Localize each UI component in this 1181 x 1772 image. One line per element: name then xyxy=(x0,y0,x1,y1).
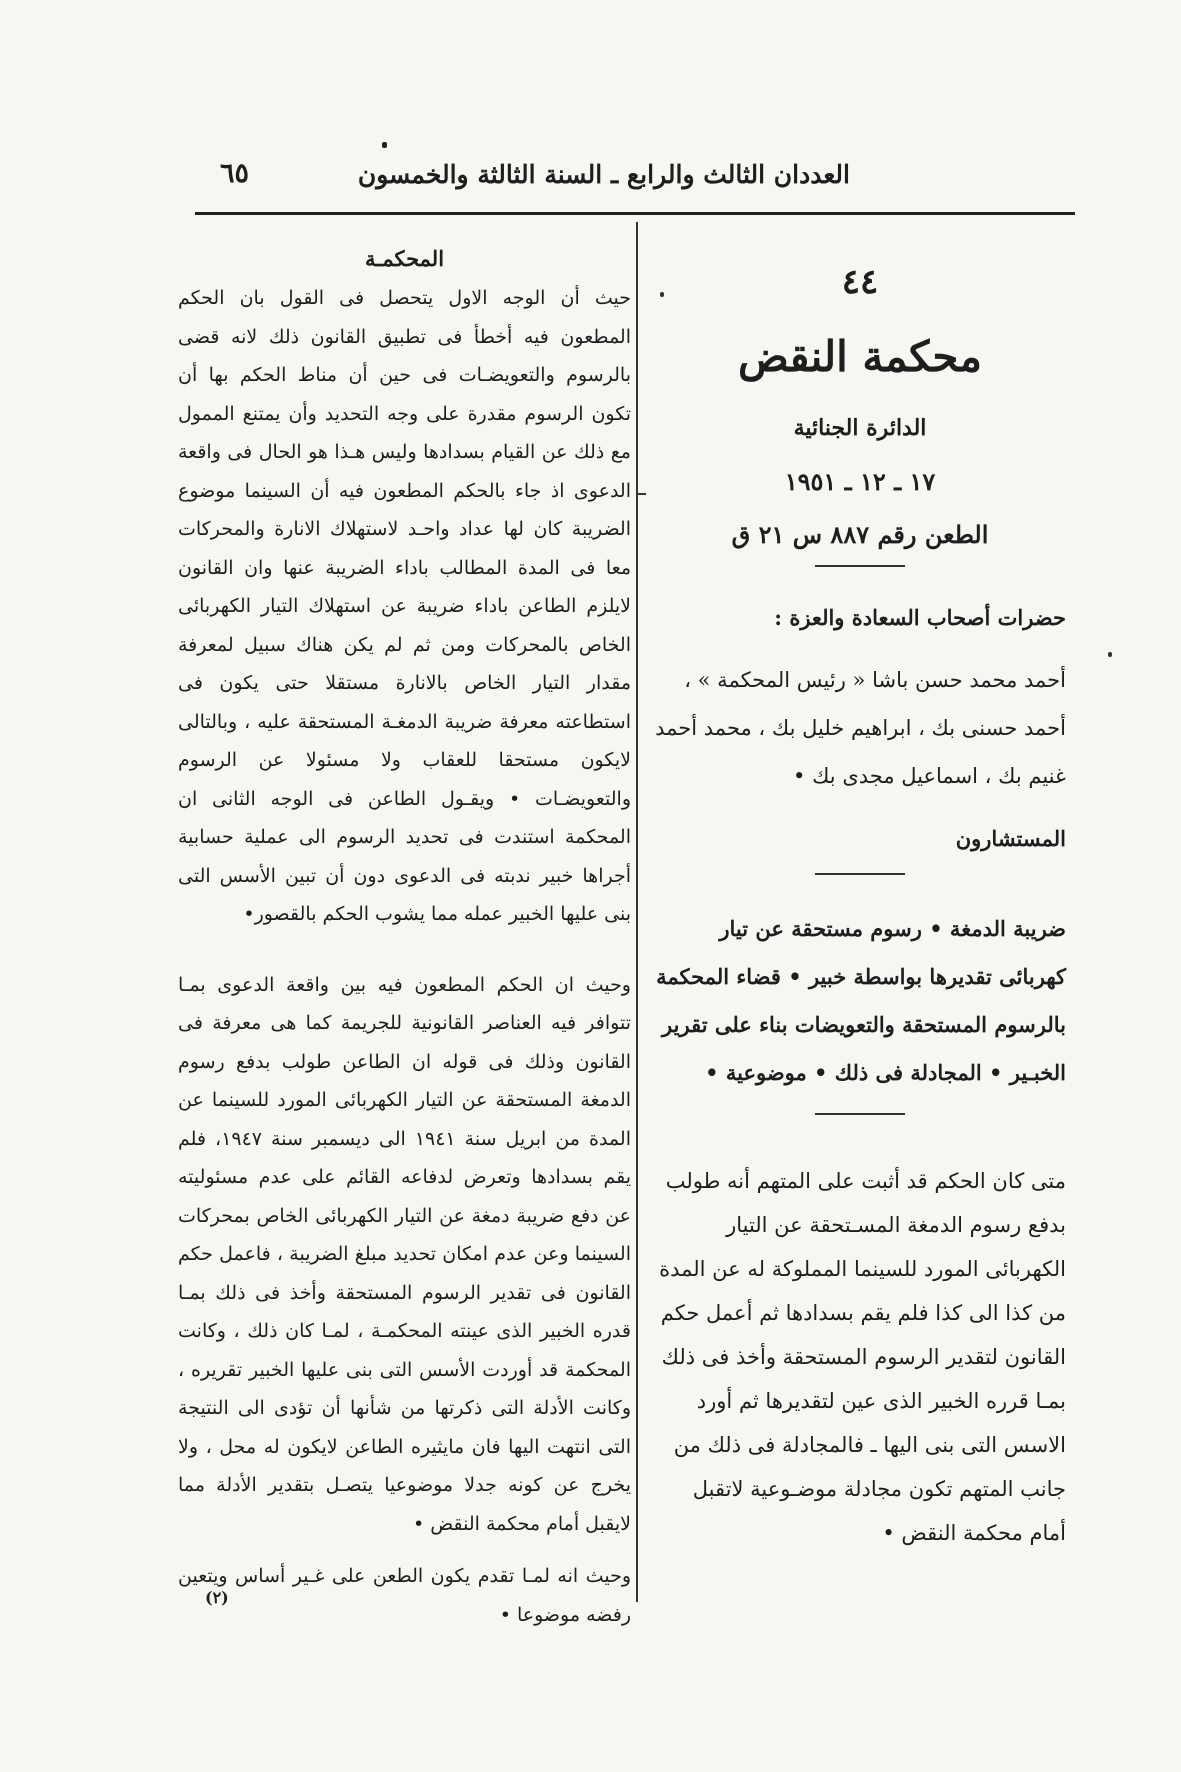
header-rule xyxy=(195,212,1075,215)
separator-rule xyxy=(815,1113,905,1115)
footer-mark: (٢) xyxy=(205,1588,229,1607)
case-number: ٤٤ xyxy=(841,262,879,302)
presence-line: حضرات أصحاب السعادة والعزة : xyxy=(774,605,1066,630)
running-head: العددان الثالث والرابع ـ السنة الثالثة والخمسون xyxy=(357,160,850,189)
case-info-column xyxy=(654,262,1066,1555)
ink-dot xyxy=(1108,652,1112,657)
judgment-paragraph: وحيث ان الحكم المطعون فيه بين واقعة الدعوى بمـا تتوافر فيه العناصر القانونية للجريمة كما هى معرفة فى القانون وذلك فى قوله ان الطاعن طولب بدفع رسوم الدمغة المستحقة عن التيار الكهربائى المورد للسينما عن المدة من ابريل سنة ١٩٤١ الى ديسمبر سنة ١٩٤٧، فلم يقم بسدادها وتعرض لدفاعه القائم على عدم مسئوليته عن دفع ضريبة دمغة عن التيار الكهربائى الخاص بمحركات السينما وعن عدم امكان تحديد مبلغ الضريبة ، فاعمل حكم القانون فى تقدير الرسوم المستحقة وأخذ فى ذلك بمـا قدره الخبير الذى عينته المحكمـة ، لمـا كان ذلك ، وكانت المحكمة قد أوردت الأسس التى بنى عليها الخبير تقريره ، وكانت الأدلة التى ذكرتها من شأنها أن تؤدى الى النتيجة التى انتهت اليها فان مايثيره الطاعن لايكون له محل ، ولا يخرج عن كونه جدلا موضوعيا يتصـل بتقدير الأدلة مما لايقبل أمام محكمة النقض • xyxy=(178,973,631,1535)
counselors-label: المستشارون xyxy=(955,826,1066,851)
column-divider xyxy=(636,222,638,1602)
column-divider-tick xyxy=(636,493,646,495)
section-heading: المحكمـة xyxy=(364,246,445,271)
chamber-name: الدائرة الجنائية xyxy=(793,415,927,441)
judgment-paragraph: وحيث انه لمـا تقدم يكون الطعن على غـير أساس ويتعين رفضه موضوعا • xyxy=(178,1565,631,1626)
paragraph-gap xyxy=(178,934,631,966)
court-name: محكمة النقض xyxy=(737,332,983,381)
separator-rule xyxy=(815,565,905,567)
appeal-number: الطعن رقم ٨٨٧ س ٢١ ق xyxy=(731,520,989,549)
separator-rule xyxy=(815,873,905,875)
page-number: ٦٥ xyxy=(220,158,250,189)
judgment-column xyxy=(178,246,631,1634)
judgment-paragraph: حيث أن الوجه الاول يتحصل فى القول بان الحكم المطعون فيه أخطأ فى تطبيق القانون ذلك لانه قضى بالرسوم والتعويضـات فى حين أن مناط الحكم بها أن تكون الرسوم مقدرة على وجه التحديد وأن يمتنع الممول مع ذلك عن القيام بسدادها وليس هـذا هو الحال فى واقعة الدعوى اذ جاء بالحكم المطعون فيه أن السينما موضوع الضريبة كان لها عداد واحـد لاستهلاك الانارة والمحركات معا فى المدة المطالب باداء الضريبة عنها وان القانون لايلزم الطاعن باداء ضريبة عن استهلاك التيار الكهربائى الخاص بالمحركات ومن ثم لم يكن هناك سبيل لمعرفة مقدار التيار الخاص بالانارة مستقلا حتى يكون فى استطاعته معرفة ضريبة الدمغـة المستحقة عليه ، وبالتالى لايكون مستحقا للعقاب ولا مسئولا عن الرسوم والتعويضـات • ويقـول الطاعن فى الوجه الثانى ان المحكمة استندت فى تحديد الرسوم الى عملية حسابية أجراها خبير ندبته فى الدعوى دون أن تبين الأسس التى بنى عليها الخبير عمله مما يشوب الحكم بالقصور• xyxy=(178,287,631,925)
legal-principle: متى كان الحكم قد أثبت على المتهم أنه طولب بدفع رسوم الدمغة المسـتحقة عن التيار الكهربائى المورد للسينما المملوكة له عن المدة من كذا الى كذا فلم يقم بسدادها ثم أعمل حكم القانون لتقدير الرسوم المستحقة وأخذ فى ذلك بمـا قرره الخبير الذى عين لتقديرها ثم أورد الاسس التى بنى اليها ـ فالمجادلة فى ذلك من جانب المتهم تكون مجادلة موضـوعية لاتقبل أمام محكمة النقض • xyxy=(659,1169,1066,1545)
paragraph-gap xyxy=(178,1543,631,1557)
judges-list: أحمد محمد حسن باشا « رئيس المحكمة » ، أحمد حسنى بك ، ابراهيم خليل بك ، محمد أحمد غنيم بك ، اسماعيل مجدى بك • xyxy=(655,668,1066,788)
headnote-keywords: ضريبة الدمغة • رسوم مستحقة عن تيار كهربائى تقديرها بواسطة خبير • قضاء المحكمة بالرسوم المستحقة والتعويضات بناء على تقرير الخبـير • المجادلة فى ذلك • موضوعية • xyxy=(656,916,1066,1085)
session-date: ١٧ ـ ١٢ ـ ١٩٥١ xyxy=(784,467,936,496)
ink-dot xyxy=(382,142,387,148)
